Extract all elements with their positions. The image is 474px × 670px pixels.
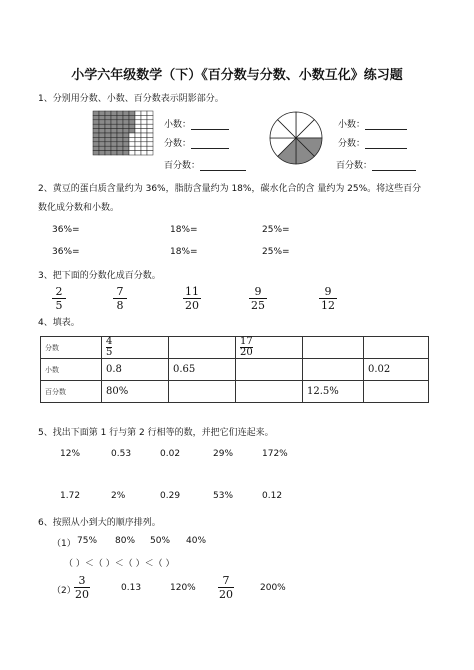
q1-prompt: 1、分别用分数、小数、百分数表示阴影部分。 (38, 94, 224, 104)
q6-p1-item: 80% (115, 536, 136, 546)
grid-cell (147, 129, 153, 133)
grid-cell-shaded (123, 120, 129, 124)
grid-cell-shaded (123, 111, 129, 115)
numerator: 9 (254, 285, 262, 298)
q1-circle-decimal-label: 小数： (338, 120, 366, 130)
table-cell: 0.65 (169, 359, 236, 381)
q1-circle-percent-blank[interactable] (372, 160, 416, 171)
grid-cell-shaded (105, 137, 111, 141)
grid-cell-shaded (99, 115, 105, 119)
table-cell[interactable] (236, 381, 303, 403)
grid-cell (147, 142, 153, 146)
q5-row2-item[interactable]: 1.72 (60, 491, 81, 501)
grid-cell (147, 124, 153, 128)
row-label: 分数 (41, 337, 102, 359)
q2-item: 18%= (170, 247, 198, 257)
grid-cell-shaded (123, 124, 129, 128)
q1-circle-fraction (338, 136, 407, 149)
q6-p1-item: 40% (186, 536, 207, 546)
grid-cell (135, 151, 141, 155)
table-cell[interactable] (364, 381, 429, 403)
table-cell: 0.02 (364, 359, 429, 381)
grid-cell (129, 133, 135, 137)
table-cell[interactable] (169, 337, 236, 359)
grid-cell (141, 137, 147, 141)
grid-cell-shaded (105, 146, 111, 150)
grid-cell (129, 137, 135, 141)
grid-cell-shaded (129, 115, 135, 119)
grid-cell-shaded (111, 133, 117, 137)
grid-cell-shaded (117, 115, 123, 119)
denominator: 8 (116, 299, 124, 312)
q2-item: 25%= (262, 247, 290, 257)
page-title: 小学六年级数学（下）《百分数与分数、小数互化》练习题 (71, 68, 403, 83)
q3-fraction (183, 286, 201, 311)
grid-cell-shaded (111, 115, 117, 119)
grid-cell (141, 142, 147, 146)
grid-cell (141, 151, 147, 155)
table-cell[interactable] (236, 359, 303, 381)
numerator: 2 (55, 285, 63, 298)
grid-cell (147, 151, 153, 155)
q5-prompt: 5、找出下面第 1 行与第 2 行相等的数，并把它们连起来。 (38, 428, 274, 438)
grid-cell-shaded (111, 146, 117, 150)
grid-cell-shaded (99, 111, 105, 115)
denominator: 12 (321, 299, 335, 312)
q1-grid-decimal-blank[interactable] (191, 119, 229, 130)
grid-cell (135, 133, 141, 137)
grid-cell (129, 142, 135, 146)
q2-prompt-line2: 数化成分数和小数。 (38, 203, 120, 213)
grid-cell-shaded (123, 137, 129, 141)
grid-cell-shaded (93, 142, 99, 146)
grid-cell-shaded (117, 124, 123, 128)
grid-cell-shaded (99, 142, 105, 146)
denominator: 5 (106, 347, 113, 358)
q2-item: 36%= (52, 247, 80, 257)
grid-cell-shaded (99, 120, 105, 124)
grid-cell (147, 120, 153, 124)
circle-figure (268, 110, 324, 166)
table-cell: 12.5% (303, 381, 364, 403)
q3-prompt: 3、把下面的分数化成百分数。 (38, 271, 161, 281)
table-cell[interactable] (303, 359, 364, 381)
q2-prompt-line1: 2、黄豆的蛋白质含量约为 36%，脂肪含量约为 18%，碳水化合的含 量约为 25%。将这些百分 (38, 184, 422, 194)
grid-cell-shaded (123, 142, 129, 146)
grid-cell (147, 137, 153, 141)
q1-circle-decimal (338, 117, 407, 130)
grid-cell-shaded (129, 111, 135, 115)
grid-cell (141, 124, 147, 128)
q5-row2-item[interactable]: 0.29 (160, 491, 181, 501)
grid-cell-shaded (129, 124, 135, 128)
grid-cell (141, 133, 147, 137)
numerator: 4 (106, 336, 113, 347)
q5-row1-item[interactable]: 0.02 (160, 449, 181, 459)
table-cell[interactable] (169, 381, 236, 403)
table-cell: 80% (102, 381, 169, 403)
grid-cell-shaded (99, 146, 105, 150)
grid-cell-shaded (105, 151, 111, 155)
grid-cell-shaded (123, 151, 129, 155)
q1-grid-percent (164, 158, 246, 171)
q2-item: 36%= (52, 225, 80, 235)
grid-cell (129, 151, 135, 155)
grid-cell-shaded (111, 129, 117, 133)
grid-cell (135, 120, 141, 124)
grid-cell-shaded (105, 115, 111, 119)
grid-cell-shaded (105, 142, 111, 146)
q6-p2-item: 0.13 (121, 583, 142, 593)
grid-cell-shaded (111, 142, 117, 146)
grid-cell-shaded (93, 129, 99, 133)
grid-cell-shaded (93, 151, 99, 155)
grid-cell-shaded (93, 111, 99, 115)
q1-circle-fraction-blank[interactable] (365, 138, 407, 149)
q1-grid-fraction-label: 分数： (164, 139, 192, 149)
grid-cell-shaded (93, 137, 99, 141)
q3-fraction (319, 286, 337, 311)
table-row (41, 381, 429, 403)
grid-cell-shaded (111, 120, 117, 124)
fill-table (40, 336, 429, 403)
grid-cell (141, 129, 147, 133)
q4-prompt: 4、填表。 (38, 318, 80, 328)
q5-row1-item[interactable]: 29% (213, 449, 234, 459)
grid-cell-shaded (123, 146, 129, 150)
grid-cell-shaded (117, 133, 123, 137)
grid-cell-shaded (117, 146, 123, 150)
grid-cell-shaded (111, 151, 117, 155)
hundred-grid-figure (92, 110, 154, 156)
grid-cell-shaded (99, 124, 105, 128)
cell-fraction (240, 337, 253, 358)
denominator: 20 (185, 299, 199, 312)
q5-row1-item[interactable]: 172% (262, 449, 288, 459)
grid-cell (141, 111, 147, 115)
table-cell[interactable] (364, 337, 429, 359)
cell-fraction (106, 337, 112, 358)
grid-cell (135, 137, 141, 141)
grid-cell-shaded (129, 120, 135, 124)
grid-cell-shaded (123, 133, 129, 137)
grid-cell-shaded (105, 124, 111, 128)
grid-cell (141, 115, 147, 119)
row-label: 百分数 (41, 381, 102, 403)
grid-cell (129, 146, 135, 150)
grid-cell (135, 129, 141, 133)
q5-row2-item[interactable]: 2% (111, 491, 126, 501)
grid-cell (135, 115, 141, 119)
grid-cell-shaded (117, 111, 123, 115)
q6-prompt: 6、按照从小到大的顺序排列。 (38, 518, 161, 528)
grid-cell-shaded (111, 111, 117, 115)
grid-cell-shaded (105, 111, 111, 115)
q1-grid-percent-label: 百分数： (164, 161, 201, 171)
q1-grid-decimal-label: 小数： (164, 120, 192, 130)
q3-fraction (113, 286, 127, 311)
grid-cell-shaded (99, 151, 105, 155)
q6-p1-order[interactable]: （ ）＜（ ）＜（ ）＜（ ） (64, 559, 175, 569)
grid-cell (135, 146, 141, 150)
q6-p2-fraction (74, 575, 90, 600)
grid-cell-shaded (117, 137, 123, 141)
grid-cell-shaded (93, 124, 99, 128)
q1-grid-percent-blank[interactable] (200, 160, 246, 171)
grid-cell-shaded (99, 133, 105, 137)
grid-cell-shaded (117, 142, 123, 146)
q5-row2-item[interactable]: 53% (213, 491, 234, 501)
grid-cell (135, 124, 141, 128)
q3-fraction (52, 286, 66, 311)
grid-cell-shaded (93, 146, 99, 150)
q2-item: 18%= (170, 225, 198, 235)
numerator: 9 (324, 285, 332, 298)
grid-cell-shaded (117, 151, 123, 155)
grid-cell (141, 120, 147, 124)
q5-row1-item[interactable]: 12% (60, 449, 81, 459)
denominator: 25 (251, 299, 265, 312)
grid-cell (141, 146, 147, 150)
numerator: 3 (78, 574, 86, 587)
grid-cell-shaded (93, 120, 99, 124)
table-cell: 0.8 (102, 359, 169, 381)
q6-p2-label: （2） (52, 586, 76, 596)
grid-cell-shaded (117, 120, 123, 124)
grid-cell-shaded (123, 115, 129, 119)
grid-cell-shaded (99, 129, 105, 133)
denominator: 20 (219, 588, 233, 601)
grid-cell-shaded (129, 129, 135, 133)
q6-p1-item: 75% (77, 536, 98, 546)
grid-cell (135, 111, 141, 115)
q6-p2-item: 120% (170, 583, 196, 593)
grid-cell-shaded (105, 133, 111, 137)
q1-circle-decimal-blank[interactable] (365, 119, 407, 130)
denominator: 20 (240, 347, 253, 358)
q1-grid-fraction-blank[interactable] (191, 138, 229, 149)
numerator: 7 (116, 285, 124, 298)
q6-p2-fraction (218, 575, 234, 600)
grid-cell-shaded (105, 120, 111, 124)
grid-cell (147, 133, 153, 137)
q5-row2-item[interactable]: 0.12 (262, 491, 283, 501)
table-cell (102, 337, 169, 359)
numerator: 7 (222, 574, 230, 587)
denominator: 20 (75, 588, 89, 601)
grid-cell (147, 111, 153, 115)
table-cell[interactable] (303, 337, 364, 359)
denominator: 5 (55, 299, 63, 312)
q3-fraction (249, 286, 267, 311)
grid-cell-shaded (123, 129, 129, 133)
q1-circle-percent (336, 158, 416, 171)
grid-cell-shaded (111, 124, 117, 128)
table-row (41, 337, 429, 359)
grid-cell (147, 146, 153, 150)
numerator: 11 (185, 285, 199, 298)
grid-cell-shaded (117, 129, 123, 133)
grid-cell (135, 142, 141, 146)
q2-item: 25%= (262, 225, 290, 235)
grid-cell-shaded (99, 137, 105, 141)
q1-circle-fraction-label: 分数： (338, 139, 366, 149)
q5-row1-item[interactable]: 0.53 (111, 449, 132, 459)
grid-cell-shaded (111, 137, 117, 141)
q6-p1-item: 50% (150, 536, 171, 546)
q6-p1-label: （1） (52, 539, 76, 549)
q6-p2-item: 200% (260, 583, 286, 593)
grid-cell-shaded (93, 115, 99, 119)
row-label: 小数 (41, 359, 102, 381)
table-row (41, 359, 429, 381)
numerator: 17 (240, 336, 253, 347)
q1-circle-percent-label: 百分数： (336, 161, 373, 171)
table-cell (236, 337, 303, 359)
q1-grid-decimal (164, 117, 229, 130)
q1-grid-fraction (164, 136, 229, 149)
grid-cell-shaded (93, 133, 99, 137)
grid-cell-shaded (105, 129, 111, 133)
grid-cell (147, 115, 153, 119)
